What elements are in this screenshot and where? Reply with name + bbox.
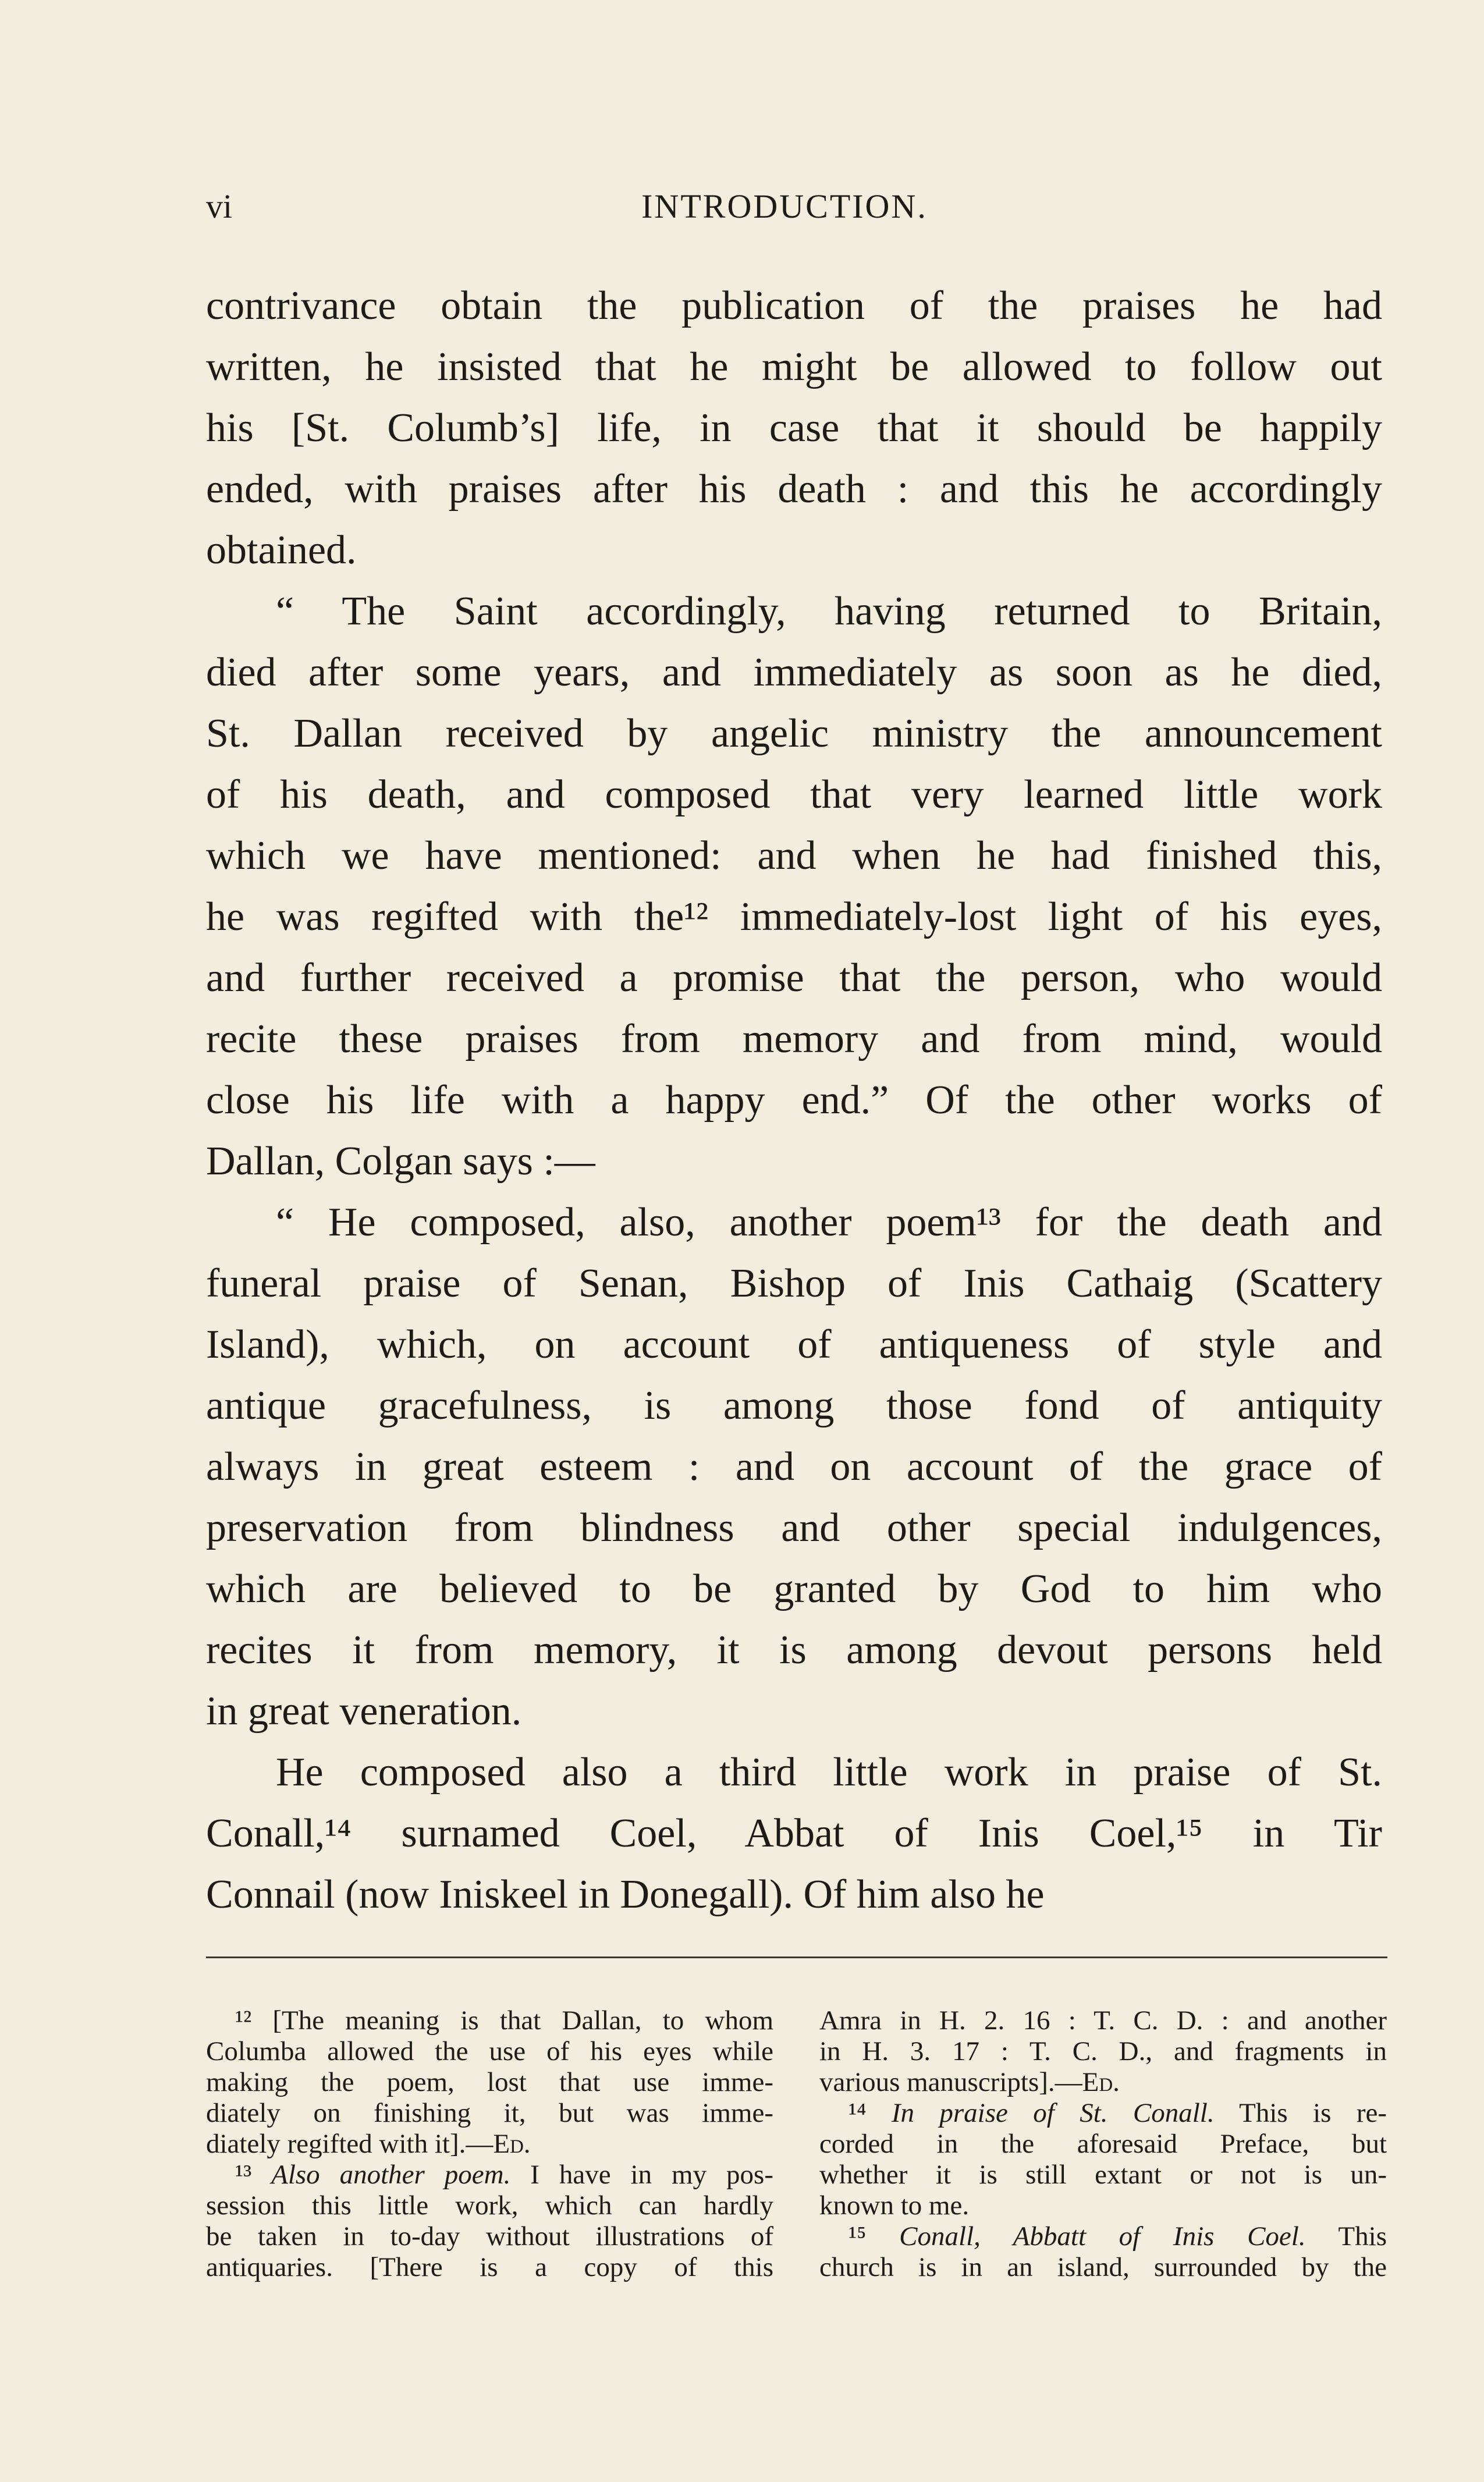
body-line: close his life with a happy end.” Of the other works of [206, 1078, 1382, 1123]
body-line: recite these praises from memory and from mind, would [206, 1017, 1382, 1061]
body-line: which are believed to be granted by God to him who [206, 1567, 1382, 1611]
footnote-text: antiquaries. [There is a copy of this [206, 2252, 773, 2282]
footnote-line [819, 2036, 1387, 2067]
footnotes-right-column [819, 2005, 1387, 2283]
body-line: always in great esteem : and on account of the grace of [206, 1444, 1382, 1489]
body-line: of his death, and composed that very learned little work [206, 772, 1382, 817]
footnote-text: This is re- [1214, 2098, 1387, 2128]
footnote-line [206, 2036, 773, 2067]
footnotes-left-column [206, 2005, 773, 2283]
body-line: died after some years, and immediately as soon as he died, [206, 650, 1382, 695]
footnote-line [206, 2252, 773, 2283]
footnote-text: session this little work, which can hardly [206, 2190, 773, 2221]
footnote-line [206, 2160, 773, 2190]
body-line: funeral praise of Senan, Bishop of Inis Cathaig (Scattery [206, 1261, 1382, 1306]
footnote-italic-text: Conall, Abbatt of Inis Coel. [899, 2221, 1306, 2252]
footnote-line [819, 2252, 1387, 2283]
body-line: Island), which, on account of antiqueness of style and [206, 1322, 1382, 1367]
footnote-text: ¹³ [235, 2160, 272, 2190]
body-line: contrivance obtain the publication of the praises he had [206, 283, 1382, 328]
body-line: written, he insisted that he might be allowed to follow out [206, 345, 1382, 389]
footnote-text: known to me. [819, 2190, 970, 2221]
footnote-line [206, 2098, 773, 2129]
body-line: recites it from memory, it is among devout persons held [206, 1628, 1382, 1673]
footnote-line [206, 2005, 773, 2036]
body-text [206, 275, 1382, 1925]
footnote-text: This [1305, 2221, 1387, 2252]
footnote-text: whether it is still extant or not is un- [819, 2160, 1387, 2190]
footnote-line [206, 2221, 773, 2252]
body-line: preservation from blindness and other special indulgences, [206, 1505, 1382, 1550]
body-line: and further received a promise that the person, who would [206, 956, 1382, 1000]
footnote-text: ¹² [The meaning is that Dallan, to whom [235, 2005, 773, 2036]
footnote-line [206, 2129, 773, 2160]
body-line: “ He composed, also, another poem¹³ for the death and [276, 1200, 1382, 1245]
body-line: “ The Saint accordingly, having returned to Britain, [276, 589, 1382, 634]
footnote-line [819, 2005, 1387, 2036]
footnote-line [819, 2160, 1387, 2190]
body-line: Conall,¹⁴ surnamed Coel, Abbat of Inis Coel,¹⁵ in Tir [206, 1811, 1382, 1856]
body-line: Connail (now Iniskeel in Donegall). Of him also he [206, 1872, 1045, 1917]
footnote-line [819, 2129, 1387, 2160]
footnote-text: diately regifted with it].— [206, 2129, 494, 2159]
footnote-text: ¹⁴ [848, 2098, 892, 2128]
footnote-line [206, 2190, 773, 2221]
body-line: obtained. [206, 528, 357, 573]
footnote-line [819, 2098, 1387, 2129]
footnote-text: in H. 3. 17 : T. C. D., and fragments in [819, 2036, 1387, 2066]
footnote-line [206, 2067, 773, 2098]
footnote-text: Ed. [1082, 2067, 1120, 2097]
footnote-divider [206, 1957, 1387, 1958]
footnote-line [819, 2221, 1387, 2252]
footnote-text: church is in an island, surrounded by the [819, 2252, 1387, 2282]
footnote-text: Amra in H. 2. 16 : T. C. D. : and another [819, 2005, 1387, 2036]
body-line: Dallan, Colgan says :— [206, 1139, 595, 1184]
footnote-italic-text: Also another poem. [271, 2160, 511, 2190]
footnote-text: be taken in to-day without illustrations of [206, 2221, 773, 2252]
body-line: which we have mentioned: and when he had finished this, [206, 833, 1382, 878]
body-line: in great veneration. [206, 1689, 522, 1734]
body-line: antique gracefulness, is among those fond of antiquity [206, 1383, 1382, 1428]
body-line: his [St. Columb’s] life, in case that it should be happily [206, 406, 1382, 450]
footnote-line [819, 2067, 1387, 2098]
running-head: INTRODUCTION. [641, 187, 928, 225]
footnote-text: various manuscripts].— [819, 2067, 1082, 2097]
body-line: ended, with praises after his death : and this he accordingly [206, 467, 1382, 512]
footnote-text: I have in my pos- [510, 2160, 773, 2190]
footnote-text: diately on finishing it, but was imme- [206, 2098, 773, 2128]
footnote-text: ¹⁵ [848, 2221, 900, 2252]
footnote-line [819, 2190, 1387, 2221]
footnote-italic-text: In praise of St. Conall. [891, 2098, 1215, 2128]
body-line: He composed also a third little work in praise of St. [276, 1750, 1382, 1795]
footnote-text: Ed. [493, 2129, 531, 2159]
page-number: vi [206, 187, 233, 225]
footnote-text: corded in the aforesaid Preface, but [819, 2129, 1387, 2159]
body-line: he was regifted with the¹² immediately-lost light of his eyes, [206, 894, 1382, 939]
footnote-text: Columba allowed the use of his eyes while [206, 2036, 773, 2066]
body-line: St. Dallan received by angelic ministry the announcement [206, 711, 1382, 756]
footnote-text: making the poem, lost that use imme- [206, 2067, 773, 2097]
